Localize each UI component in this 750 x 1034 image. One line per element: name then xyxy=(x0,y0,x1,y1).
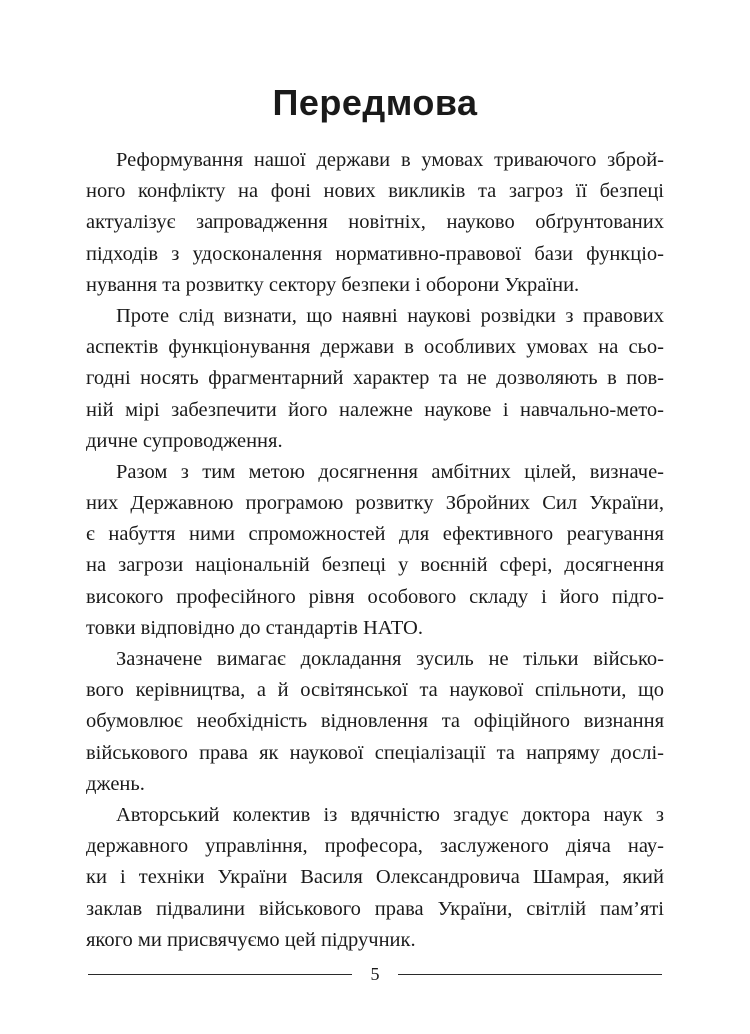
text-line: дичне супроводження. xyxy=(86,429,283,452)
paragraph xyxy=(86,457,664,644)
text-line: якого ми присвячуємо цей підручник. xyxy=(86,928,416,951)
text-line: Реформування нашої держави в умовах триваючого зброй- xyxy=(116,149,664,171)
page-footer xyxy=(88,962,662,986)
text-line: товки відповідно до стандартів НАТО. xyxy=(86,616,423,639)
text-line: підходів з удосконалення нормативно-правової бази функціо- xyxy=(86,242,664,265)
footer-rule-left xyxy=(88,974,352,975)
text-line: вого керівництва, а й освітянської та наукової спільноти, що xyxy=(86,679,664,702)
body-text xyxy=(86,145,664,956)
paragraph xyxy=(86,145,664,301)
text-line: аспектів функціонування держави в особливих умовах на сьо- xyxy=(86,336,664,359)
text-line: Проте слід визнати, що наявні наукові розвідки з правових xyxy=(116,304,664,327)
page-title: Передмова xyxy=(272,82,478,123)
text-line: державного управління, професора, заслуженого діяча нау- xyxy=(86,835,664,858)
text-line: на загрози національній безпеці у воєнній сфері, досягнення xyxy=(86,554,664,577)
text-line: джень. xyxy=(86,772,145,795)
text-line: них Державною програмою розвитку Збройних Сил України, xyxy=(86,492,664,515)
text-line: ного конфлікту на фоні нових викликів та загроз її безпеці xyxy=(86,180,664,203)
text-line: годні носять фрагментарний характер та не дозволяють в пов- xyxy=(86,367,664,390)
footer-rule-right xyxy=(398,974,662,975)
text-line: ки і техніки України Василя Олександровича Шамрая, який xyxy=(86,866,664,889)
text-line: ній мірі забезпечити його належне наукове і навчально-мето- xyxy=(86,398,664,421)
paragraph xyxy=(86,301,664,457)
text-line: заклав підвалини військового права України, світлій пам’яті xyxy=(86,897,664,920)
text-line: високого професійного рівня особового складу і його підго- xyxy=(86,585,664,608)
text-line: є набуття ними спроможностей для ефективного реагування xyxy=(86,523,664,546)
text-line: Разом з тим метою досягнення амбітних цілей, визначе- xyxy=(116,460,664,483)
text-line: Зазначене вимагає докладання зусиль не тільки військо- xyxy=(116,648,664,670)
text-line: обумовлює необхідність відновлення та офіційного визнання xyxy=(86,710,664,733)
page-number: 5 xyxy=(370,964,380,984)
paragraph xyxy=(86,800,664,956)
text-line: військового права як наукової спеціалізації та напряму дослі- xyxy=(86,741,664,764)
text-line: актуалізує запровадження новітніх, науково обґрунтованих xyxy=(86,211,664,234)
text-line: нування та розвитку сектору безпеки і оборони України. xyxy=(86,273,580,296)
paragraph xyxy=(86,644,664,800)
text-line: Авторський колектив із вдячністю згадує доктора наук з xyxy=(116,803,664,826)
